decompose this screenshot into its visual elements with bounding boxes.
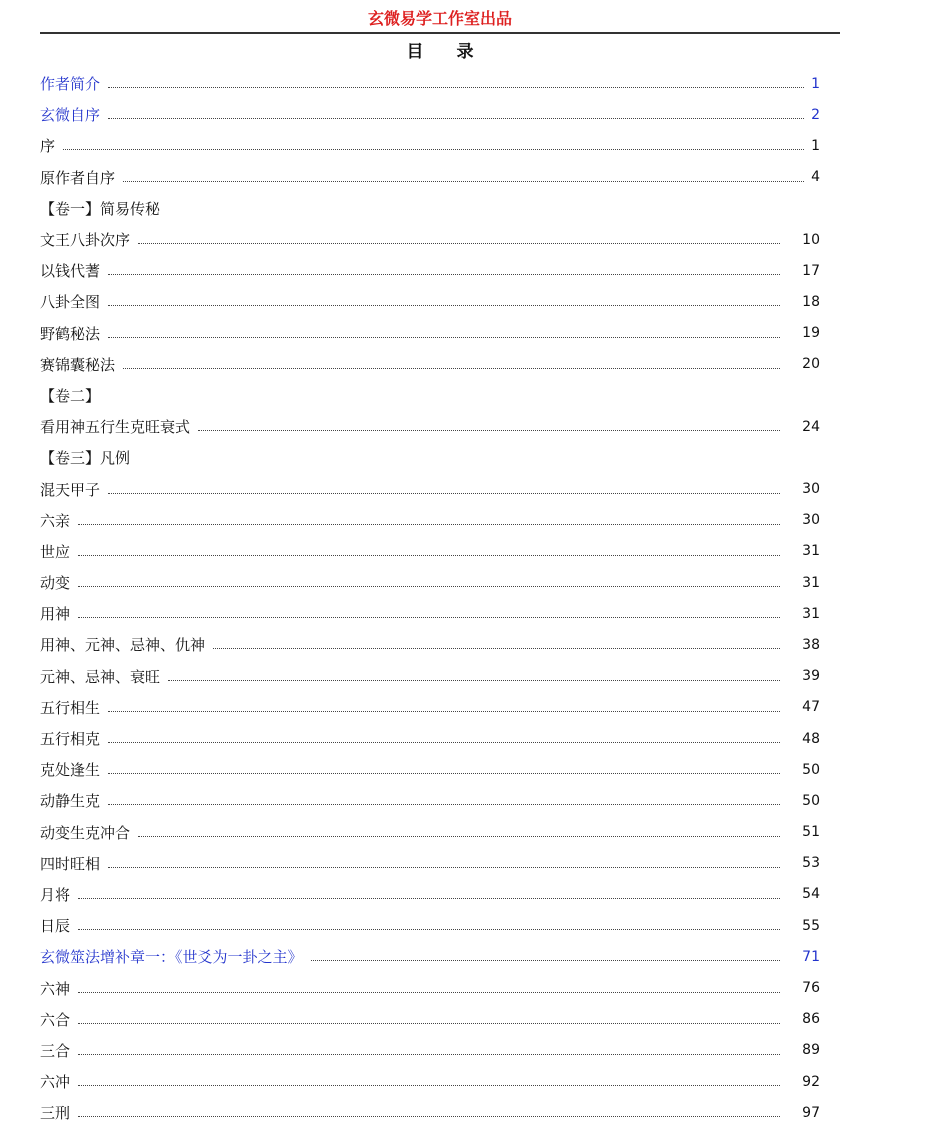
toc-entry-page-number: 19 — [802, 325, 820, 342]
toc-entry[interactable] — [40, 1035, 820, 1066]
toc-entry-page-number: 54 — [802, 886, 820, 903]
toc-entry-page-number: 4 — [811, 169, 820, 186]
toc-entry-page-number: 39 — [802, 668, 820, 685]
toc-entry-label: 用神 — [40, 605, 71, 624]
toc-entry[interactable] — [40, 1004, 820, 1035]
toc-entry[interactable] — [40, 692, 820, 723]
dot-leader — [108, 87, 804, 88]
toc-entry-label: 野鹤秘法 — [40, 324, 101, 343]
dot-leader — [108, 867, 780, 868]
toc-entry-page-number: 10 — [802, 231, 820, 248]
dot-leader — [311, 960, 780, 961]
toc-entry[interactable] — [40, 848, 820, 879]
dot-leader — [78, 898, 780, 899]
toc-entry-label: 看用神五行生克旺衰式 — [40, 418, 191, 437]
dot-leader — [198, 430, 780, 431]
toc-entry-page-number: 47 — [802, 699, 820, 716]
toc-entry-page-number: 2 — [811, 106, 820, 123]
toc-entry[interactable] — [40, 411, 820, 442]
toc-entry[interactable] — [40, 255, 820, 286]
toc-entry-page-number: 86 — [802, 1011, 820, 1028]
toc-entry[interactable] — [40, 598, 820, 629]
dot-leader — [213, 648, 780, 649]
toc-entry-page-number: 1 — [811, 137, 820, 154]
page-header — [40, 6, 840, 34]
toc-entry-label: 原作者自序 — [40, 168, 116, 187]
toc-entry[interactable] — [40, 318, 820, 349]
header-text: 玄微易学工作室出品 — [367, 9, 512, 28]
toc-entry[interactable] — [40, 910, 820, 941]
toc-entry-label: 用神、元神、忌神、仇神 — [40, 636, 206, 655]
toc-entry[interactable] — [40, 785, 820, 816]
toc-entry-label: 六神 — [40, 979, 71, 998]
toc-entry-page-number: 51 — [802, 824, 820, 841]
toc-entry-page-number: 24 — [802, 418, 820, 435]
dot-leader — [78, 555, 780, 556]
toc-entry[interactable] — [40, 68, 820, 99]
toc-entry[interactable] — [40, 349, 820, 380]
toc-entry-label: 四时旺相 — [40, 854, 101, 873]
toc-entry-page-number: 31 — [802, 574, 820, 591]
toc-entry-page-number: 38 — [802, 636, 820, 653]
toc-entry-label: 作者简介 — [40, 75, 101, 94]
toc-entry[interactable] — [40, 286, 820, 317]
toc-entry-label: 动变生克冲合 — [40, 823, 131, 842]
toc-entry[interactable] — [40, 567, 820, 598]
toc-entry[interactable] — [40, 1097, 820, 1128]
toc-entry-page-number: 48 — [802, 730, 820, 747]
toc-entry-page-number: 97 — [802, 1104, 820, 1121]
dot-leader — [108, 305, 780, 306]
dot-leader — [78, 992, 780, 993]
toc-entry-label: 克处逢生 — [40, 761, 101, 780]
toc-entry[interactable] — [40, 972, 820, 1003]
toc-entry[interactable] — [40, 536, 820, 567]
dot-leader — [168, 680, 780, 681]
dot-leader — [123, 181, 804, 182]
toc-entry[interactable] — [40, 661, 820, 692]
toc-entry-page-number: 55 — [802, 917, 820, 934]
toc-entry[interactable] — [40, 224, 820, 255]
dot-leader — [78, 1023, 780, 1024]
toc-entry-label: 动静生克 — [40, 792, 101, 811]
toc-entry-page-number: 1 — [811, 75, 820, 92]
toc-entry-label: 世应 — [40, 542, 71, 561]
toc-entry-label: 元神、忌神、衰旺 — [40, 667, 161, 686]
toc-entry[interactable] — [40, 473, 820, 504]
toc-entry-page-number: 89 — [802, 1042, 820, 1059]
dot-leader — [108, 493, 780, 494]
toc-entry-page-number: 92 — [802, 1073, 820, 1090]
toc-entry-page-number: 31 — [802, 543, 820, 560]
dot-leader — [108, 118, 804, 119]
dot-leader — [108, 274, 780, 275]
dot-leader — [108, 804, 780, 805]
toc-title: 目 录 — [406, 42, 488, 62]
dot-leader — [78, 586, 780, 587]
toc-entry-label: 月将 — [40, 885, 71, 904]
dot-leader — [108, 742, 780, 743]
toc-entry-label: 五行相生 — [40, 698, 101, 717]
dot-leader — [78, 1116, 780, 1117]
toc-entry-label: 【卷一】简易传秘 — [40, 199, 161, 218]
dot-leader — [108, 773, 780, 774]
toc-entry-label: 【卷三】凡例 — [40, 449, 131, 468]
toc-entry-label: 混天甲子 — [40, 480, 101, 499]
toc-entry-label: 文王八卦次序 — [40, 231, 131, 250]
toc-entry-label: 玄微筮法增补章一：《世爻为一卦之主》 — [40, 948, 303, 967]
toc-entry-label: 三刑 — [40, 1104, 71, 1123]
toc-entry-page-number: 18 — [802, 293, 820, 310]
dot-leader — [78, 929, 780, 930]
toc-entry-label: 赛锦囊秘法 — [40, 355, 116, 374]
toc-entry-label: 以钱代蓍 — [40, 262, 101, 281]
toc-entry-page-number: 53 — [802, 855, 820, 872]
dot-leader — [78, 1054, 780, 1055]
toc-entry[interactable] — [40, 99, 820, 130]
dot-leader — [108, 337, 780, 338]
toc-entry-page-number: 50 — [802, 761, 820, 778]
toc-entry-label: 三合 — [40, 1041, 71, 1060]
toc-entry[interactable] — [40, 754, 820, 785]
toc-entry[interactable] — [40, 1066, 820, 1097]
dot-leader — [63, 149, 804, 150]
toc-entry[interactable] — [40, 629, 820, 660]
toc-entry-page-number: 50 — [802, 792, 820, 809]
toc-entry-label: 五行相克 — [40, 730, 101, 749]
toc-entry-page-number: 76 — [802, 980, 820, 997]
toc-entry-label: 【卷二】 — [40, 386, 101, 405]
dot-leader — [78, 1085, 780, 1086]
toc-entry[interactable] — [40, 505, 820, 536]
toc-entry-page-number: 71 — [802, 948, 820, 965]
toc-entry-label: 六冲 — [40, 1073, 71, 1092]
toc-section-heading — [40, 380, 820, 411]
table-of-contents — [40, 68, 820, 1128]
toc-entry-page-number: 31 — [802, 605, 820, 622]
toc-entry[interactable] — [40, 130, 820, 161]
toc-entry[interactable] — [40, 941, 820, 972]
dot-leader — [138, 836, 780, 837]
toc-entry-page-number: 30 — [802, 512, 820, 529]
toc-entry-page-number: 30 — [802, 481, 820, 498]
dot-leader — [78, 524, 780, 525]
toc-entry[interactable] — [40, 817, 820, 848]
dot-leader — [123, 368, 780, 369]
toc-entry-label: 动变 — [40, 574, 71, 593]
toc-entry-label: 序 — [40, 137, 56, 156]
toc-entry-label: 八卦全图 — [40, 293, 101, 312]
toc-entry[interactable] — [40, 723, 820, 754]
toc-entry-page-number: 20 — [802, 356, 820, 373]
toc-entry-label: 日辰 — [40, 917, 71, 936]
dot-leader — [78, 617, 780, 618]
toc-entry-label: 六合 — [40, 1010, 71, 1029]
toc-entry-label: 六亲 — [40, 511, 71, 530]
toc-entry[interactable] — [40, 879, 820, 910]
toc-entry[interactable] — [40, 162, 820, 193]
toc-section-heading — [40, 442, 820, 473]
dot-leader — [138, 243, 780, 244]
toc-entry-page-number: 17 — [802, 262, 820, 279]
dot-leader — [108, 711, 780, 712]
toc-section-heading — [40, 193, 820, 224]
toc-entry-label: 玄微自序 — [40, 106, 101, 125]
